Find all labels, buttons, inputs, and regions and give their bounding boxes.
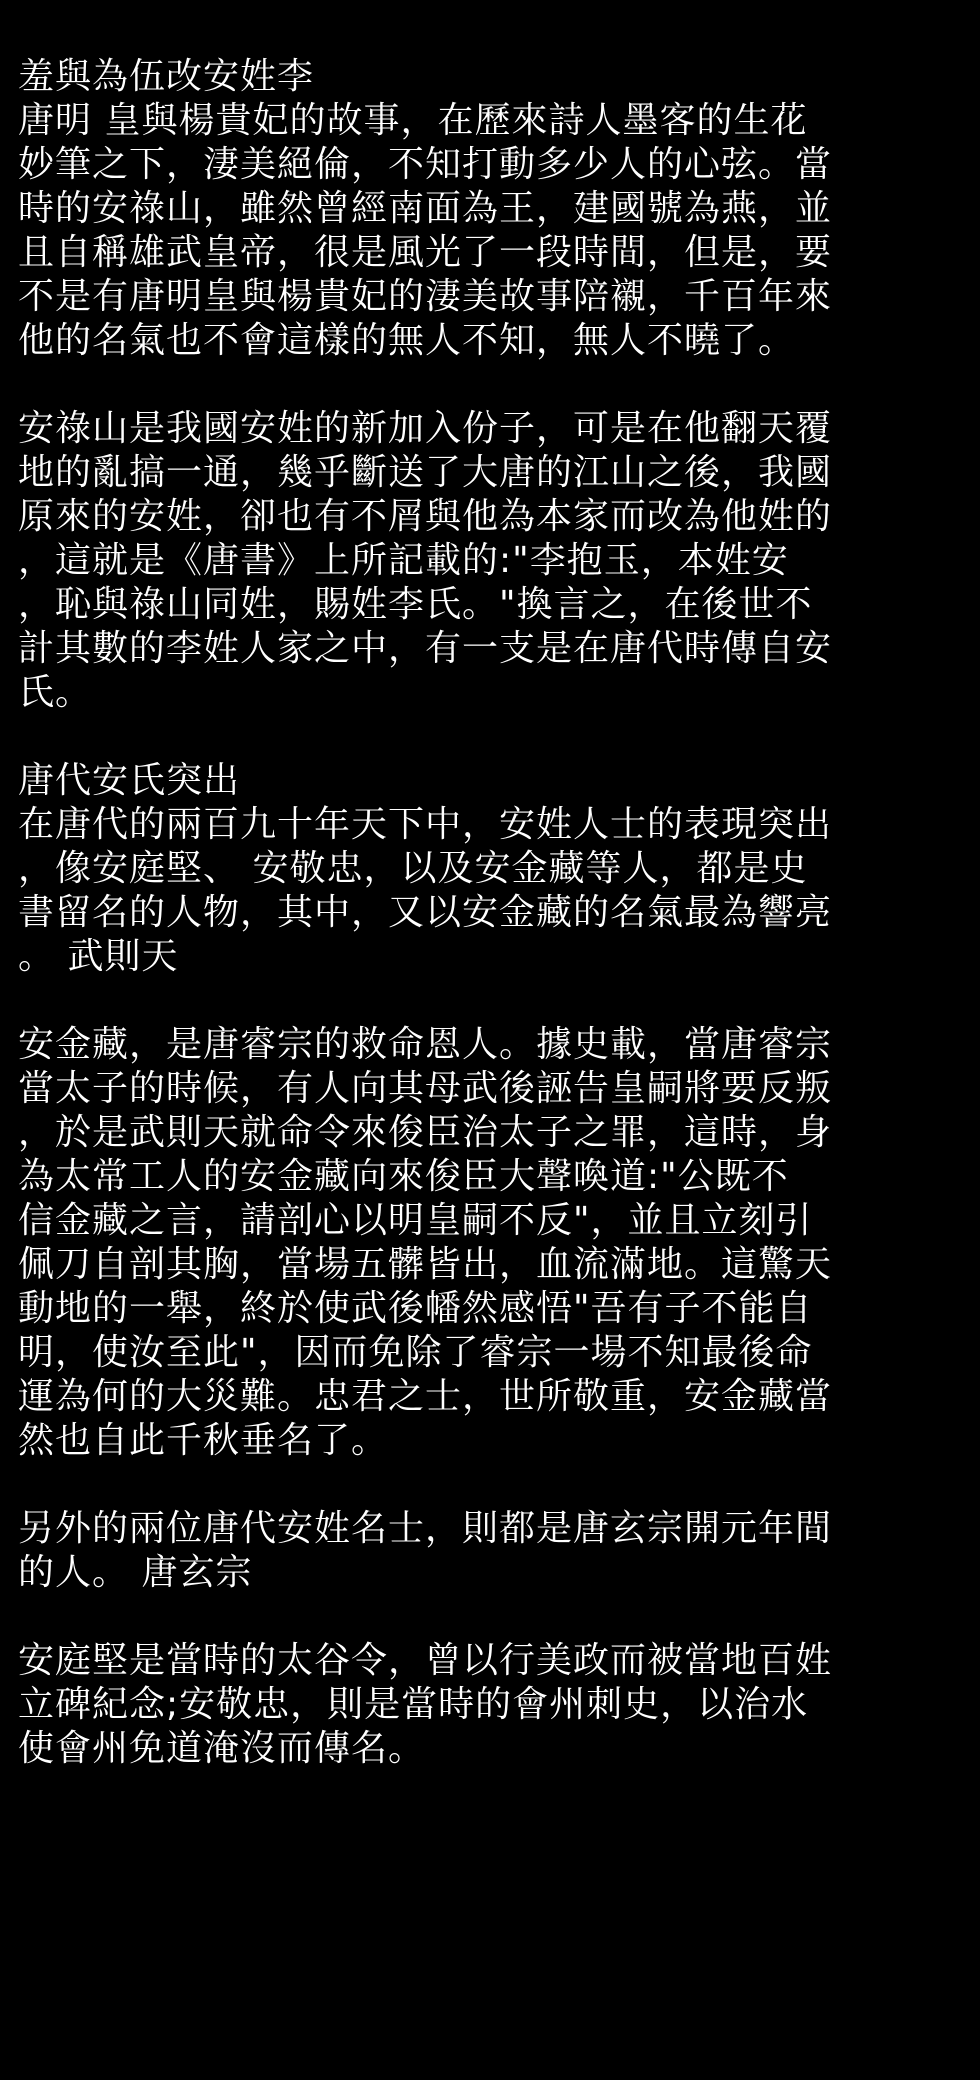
text-line: 信金藏之言，請剖心以明皇嗣不反"，並且立刻引 bbox=[18, 1200, 813, 1241]
paragraph-two-notables bbox=[18, 1507, 970, 1595]
text-line: ，恥與祿山同姓，賜姓李氏。"換言之，在後世不 bbox=[18, 584, 813, 625]
text-line: 的人。 唐玄宗 bbox=[18, 1552, 253, 1593]
text-line: 且自稱雄武皇帝，很是風光了一段時間，但是，要 bbox=[18, 232, 833, 273]
section-heading: 羞與為伍改安姓李 bbox=[18, 56, 315, 97]
text-line: 然也自此千秋垂名了。 bbox=[18, 1420, 389, 1461]
paragraph-gap bbox=[18, 979, 970, 1023]
paragraph-gap bbox=[18, 1463, 970, 1507]
text-line: 佩刀自剖其胸，當場五髒皆出，血流滿地。這驚天 bbox=[18, 1244, 833, 1285]
text-line: 不是有唐明皇與楊貴妃的淒美故事陪襯，千百年來 bbox=[18, 276, 833, 317]
paragraph-surname-change bbox=[18, 407, 970, 715]
text-line: 安庭堅是當時的太谷令，曾以行美政而被當地百姓 bbox=[18, 1640, 833, 1681]
text-line: 立碑紀念;安敬忠，則是當時的會州刺史，以治水 bbox=[18, 1684, 809, 1725]
text-line: 時的安祿山，雖然曾經南面為王，建國號為燕，並 bbox=[18, 188, 833, 229]
text-line: 原來的安姓，卻也有不屑與他為本家而改為他姓的 bbox=[18, 496, 833, 537]
article-body bbox=[18, 55, 970, 1771]
text-line: 運為何的大災難。忠君之士，世所敬重，安金藏當 bbox=[18, 1376, 833, 1417]
text-line: 為太常工人的安金藏向來俊臣大聲喚道:"公既不 bbox=[18, 1156, 789, 1197]
text-line: 使會州免道淹沒而傳名。 bbox=[18, 1728, 426, 1769]
text-line: 另外的兩位唐代安姓名士，則都是唐玄宗開元年間 bbox=[18, 1508, 833, 1549]
text-line: 在唐代的兩百九十年天下中，安姓人士的表現突出 bbox=[18, 804, 833, 845]
paragraph-an-tingjian bbox=[18, 1639, 970, 1771]
text-line: ，像安庭堅、 安敬忠，以及安金藏等人，都是史 bbox=[18, 848, 808, 889]
text-line: 當太子的時候，有人向其母武後誣告皇嗣將要反叛 bbox=[18, 1068, 833, 1109]
text-line: 動地的一舉，終於使武後幡然感悟"吾有子不能自 bbox=[18, 1288, 813, 1329]
text-line: 安祿山是我國安姓的新加入份子，可是在他翻天覆 bbox=[18, 408, 833, 449]
text-line: ，於是武則天就命令來俊臣治太子之罪，這時，身 bbox=[18, 1112, 833, 1153]
paragraph-gap bbox=[18, 363, 970, 407]
text-line: 安金藏，是唐睿宗的救命恩人。據史載，當唐睿宗 bbox=[18, 1024, 833, 1065]
text-line: 唐明 皇與楊貴妃的故事，在歷來詩人墨客的生花 bbox=[18, 100, 808, 141]
text-line: 書留名的人物，其中，又以安金藏的名氣最為響亮 bbox=[18, 892, 833, 933]
text-line: 。 武則天 bbox=[18, 936, 179, 977]
text-line: ，這就是《唐書》上所記載的:"李抱玉，本姓安 bbox=[18, 540, 789, 581]
text-line: 妙筆之下，淒美絕倫，不知打動多少人的心弦。當 bbox=[18, 144, 833, 185]
text-line: 地的亂搞一通，幾乎斷送了大唐的江山之後，我國 bbox=[18, 452, 833, 493]
text-line: 明，使汝至此"，因而免除了睿宗一場不知最後命 bbox=[18, 1332, 813, 1373]
text-line: 氏。 bbox=[18, 672, 93, 713]
paragraph-an-jinzang bbox=[18, 1023, 970, 1463]
paragraph-gap bbox=[18, 1595, 970, 1639]
paragraph-intro bbox=[18, 55, 970, 363]
text-line: 他的名氣也不會這樣的無人不知，無人不曉了。 bbox=[18, 320, 796, 361]
paragraph-tang-an bbox=[18, 759, 970, 979]
text-line: 計其數的李姓人家之中，有一支是在唐代時傳自安 bbox=[18, 628, 833, 669]
section-heading: 唐代安氏突出 bbox=[18, 760, 241, 801]
paragraph-gap bbox=[18, 715, 970, 759]
